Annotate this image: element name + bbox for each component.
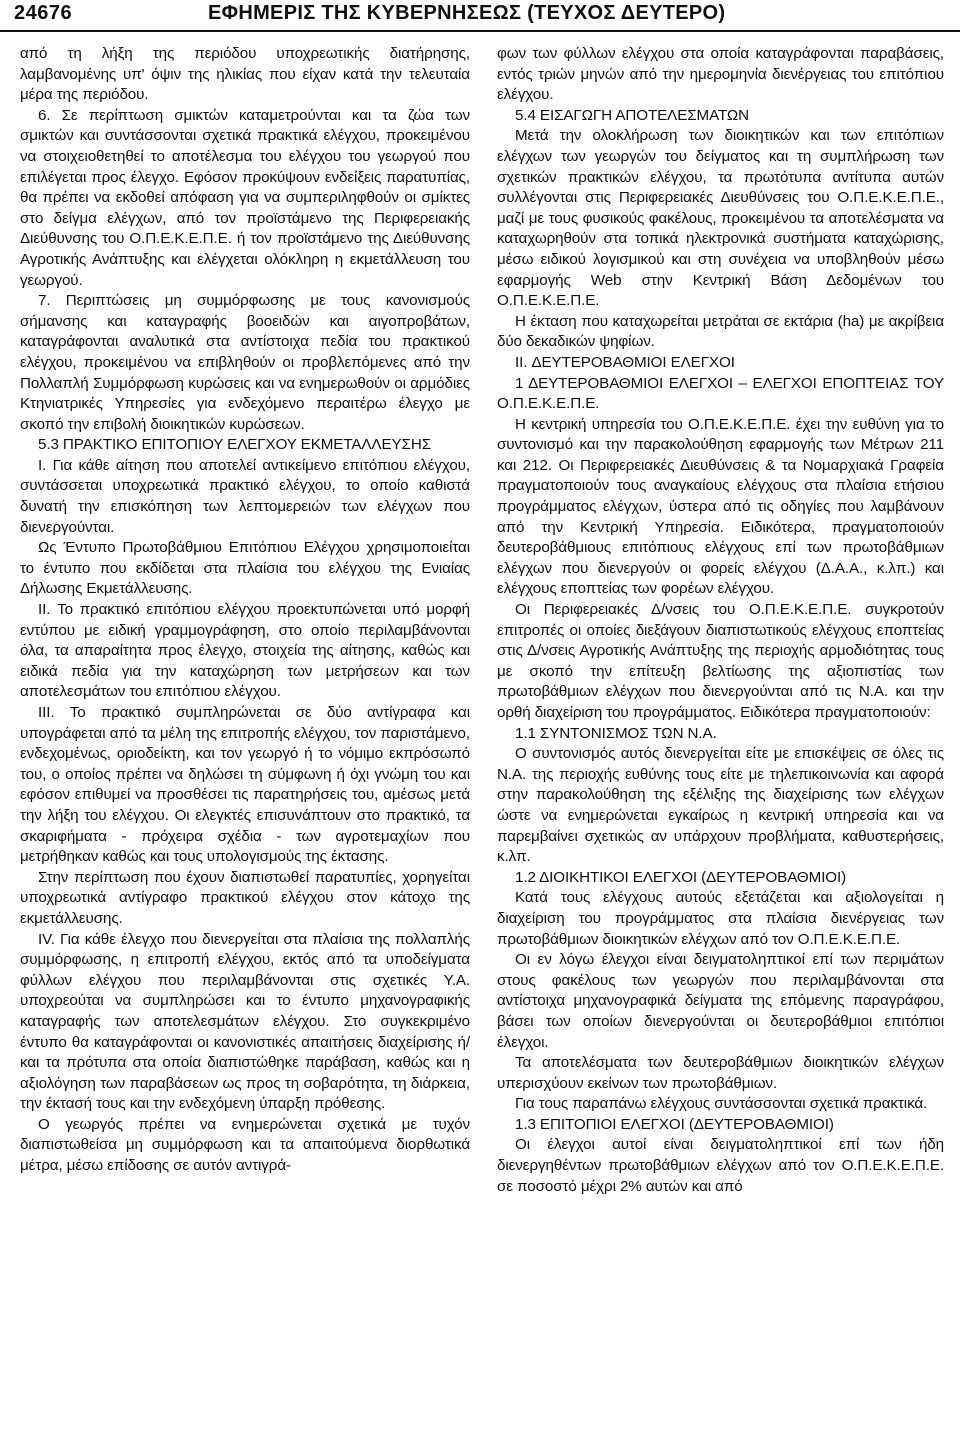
paragraph: Μετά την ολοκλήρωση των διοικητικών και των επιτόπιων ελέγχων των γεωργών του δείγματος και τη συμπλήρωση των σχετικών πρακτικών ελέγχου, τα πρωτότυπα αντίτυπα αυτών συλλέγονται στις Περιφερειακές Διευθύνσεις του Ο.Π.Ε.Κ.Ε.Π.Ε., μαζί με τους φυσικούς φακέλους, προκειμένου τα αποτελέσματα να καταχωρηθούν στα τοπικά ηλεκτρονικά συστήματα καταχώρισης, μέσω ειδικού λογισμικού και στη συνέχεια να υποβληθούν μέσω εφαρμογής Web στην Κεντρική Βάση Δεδομένων του Ο.Π.Ε.Κ.Ε.Π.Ε.	[497, 127, 944, 310]
paragraph: 5.4 ΕΙΣΑΓΩΓΗ ΑΠΟΤΕΛΕΣΜΑΤΩΝ	[515, 106, 749, 124]
paragraph: 1.3 ΕΠΙΤΟΠΙΟΙ ΕΛΕΓΧΟΙ (ΔΕΥΤΕΡΟΒΑΘΜΙΟΙ)	[515, 1115, 834, 1133]
paragraph: 7. Περιπτώσεις μη συμμόρφωσης με τους κανονισμούς σήμανσης και καταγραφής βοοειδών και αιγοπροβάτων, καταγράφονται αναλυτικά στα αντίστοιχα πεδία του πρακτικού ελέγχου, προκειμένου να επιβληθούν οι προβλεπόμενες από την Πολλαπλή Συμμόρφωση κυρώσεις και να ενημερωθούν οι αρμόδιες Κτηνιατρικές Υπηρεσίες για ενδεχόμενο περαιτέρω έλεγχο με σκοπό την επιβολή διοικητικών κυρώσεων.	[20, 292, 470, 433]
paragraph: 6. Σε περίπτωση σμικτών καταμετρούνται και τα ζώα των σμικτών και συντάσσονται σχετικά πρακτικά ελέγχου, προκειμένου να στοιχειοθετηθεί το αποτέλεσμα του ελέγχου του γεωργού που επιλέγεται προς έλεγχο. Εφόσον προκύψουν ενδείξεις παρατυπίας, θα πρέπει να εκδοθεί απόφαση για να συμπεριληφθούν οι σμίκτες στο δείγμα ελέγχων, από τον προϊστάμενο της Περιφερειακής Διεύθυνσης του Ο.Π.Ε.Κ.Ε.Π.Ε. ή τον προϊστάμενο της Διεύθυνσης Αγροτικής Ανάπτυξης και ελέγχεται ολόκληρη η εκμετάλλευση του γεωργού.	[20, 106, 470, 289]
journal-title: ΕΦΗΜΕΡΙΣ ΤΗΣ ΚΥΒΕΡΝΗΣΕΩΣ (ΤΕΥΧΟΣ ΔΕΥΤΕΡΟ)	[208, 2, 726, 24]
paragraph: Οι έλεγχοι αυτοί είναι δειγματοληπτικοί επί των ήδη διενεργηθέντων πρωτοβάθμιων ελέγχων από τον Ο.Π.Ε.Κ.Ε.Π.Ε. σε ποσοστό μέχρι 2% αυτών και από	[497, 1136, 944, 1195]
paragraph: Τα αποτελέσματα των δευτεροβάθμιων διοικητικών ελέγχων υπερισχύουν εκείνων των πρωτοβάθμιων.	[497, 1054, 944, 1092]
paragraph: από τη λήξη της περιόδου υποχρεωτικής διατήρησης, λαμβανομένης υπ' όψιν της ηλικίας που είχαν κατά την τελευταία μέρα της περιόδου.	[20, 45, 470, 104]
paragraph: 5.3 ΠΡΑΚΤΙΚΟ ΕΠΙΤΟΠΙΟΥ ΕΛΕΓΧΟΥ ΕΚΜΕΤΑΛΛΕΥΣΗΣ	[38, 436, 431, 454]
paragraph: Για τους παραπάνω ελέγχους συντάσσονται σχετικά πρακτικά.	[515, 1095, 928, 1113]
paragraph: I. Για κάθε αίτηση που αποτελεί αντικείμενο επιτόπιου ελέγχου, συντάσσεται υποχρεωτικά πρακτικό ελέγχου, το οποίο καθιστά δυνατή την επισκόπηση των λεπτομερειών των ελέγχων που διενεργούνται.	[20, 456, 470, 536]
paragraph: 1.1 ΣΥΝΤΟΝΙΣΜΟΣ ΤΩΝ Ν.Α.	[515, 724, 717, 742]
paragraph: 1.2 ΔΙΟΙΚΗΤΙΚΟΙ ΕΛΕΓΧΟΙ (ΔΕΥΤΕΡΟΒΑΘΜΙΟΙ)	[515, 868, 847, 886]
paragraph: II. ΔΕΥΤΕΡΟΒΑΘΜΙΟΙ ΕΛΕΓΧΟΙ	[515, 353, 735, 371]
paragraph: II. Το πρακτικό επιτόπιου ελέγχου προεκτυπώνεται υπό μορφή εντύπου με ειδική γραμμογράφηση, στο οποίο περιλαμβάνονται όλα, τα απαραίτητα προς έλεγχο, στοιχεία της αίτησης, καθώς και ειδικά πεδία για την καταχώρηση των μετρήσεων και των αποτελεσμάτων του επιτόπιου ελέγχου.	[20, 601, 470, 701]
page-header	[0, 0, 960, 32]
paragraph: Η κεντρική υπηρεσία του Ο.Π.Ε.Κ.Ε.Π.Ε. έχει την ευθύνη για το συντονισμό και την παρακολούθηση εφαρμογής των Μέτρων 211 και 212. Οι Περιφερειακές Διευθύνσεις & τα Νομαρχιακά Γραφεία πραγματοποιούν τους αναγκαίους ελέγχους στα πλαίσια ετήσιου προγράμματος ελέγχων, ύστερα από τις οδηγίες που λαμβάνουν από την Κεντρική Υπηρεσία. Ειδικότερα, πραγματοποιούν δευτεροβάθμιους επιτόπιους ελέγχους επί των πρωτοβάθμιων ελέγχων που διενεργούν οι φορείς ελέγχου (Δ.Α.Α., κ.λπ.) και ελέγχους εποπτείας των φορέων ελέγχου.	[497, 415, 944, 598]
paragraph: Στην περίπτωση που έχουν διαπιστωθεί παρατυπίες, χορηγείται υποχρεωτικά αντίγραφο πρακτικού ελέγχου στον κάτοχο της εκμετάλλευσης.	[20, 868, 470, 927]
paragraph: Κατά τους ελέγχους αυτούς εξετάζεται και αξιολογείται η διαχείριση του προγράμματος στα πλαίσια διενέργειας των πρωτοβάθμιων διοικητικών ελέγχων από τον Ο.Π.Ε.Κ.Ε.Π.Ε.	[497, 889, 944, 948]
paragraph: 1 ΔΕΥΤΕΡΟΒΑΘΜΙΟΙ ΕΛΕΓΧΟΙ – ΕΛΕΓΧΟΙ ΕΠΟΠΤΕΙΑΣ ΤΟΥ Ο.Π.Ε.Κ.Ε.Π.Ε.	[497, 374, 944, 413]
right-text-column	[497, 44, 944, 1197]
paragraph: III. Το πρακτικό συμπληρώνεται σε δύο αντίγραφα και υπογράφεται από τα μέλη της επιτροπής ελέγχου, τον παριστάμενο, ενδεχομένως, οριοδείκτη, και τον γεωργό ή το νόμιμο εκπρόσωπό του, ο οποίος πρέπει να δηλώσει τη σύμφωνη ή όχι γνώμη του και εφόσον επιθυμεί να προσθέσει τις παρατηρήσεις του, αμέσως μετά την λήξη του ελέγχου. Οι ελεγκτές επισυνάπτουν στο πρακτικό, τα σκαριφήματα - πρόχειρα σχέδια - των αγροτεμαχίων που μετρήθηκαν καθώς και τους υπολογισμούς της έκτασης.	[20, 704, 470, 866]
paragraph: Ως Έντυπο Πρωτοβάθμιου Επιτόπιου Ελέγχου χρησιμοποιείται το έντυπο που εκδίδεται στα πλαίσια του ελέγχου της Ενιαίας Δήλωσης Εκμετάλλευσης.	[20, 539, 470, 598]
paragraph: Ο γεωργός πρέπει να ενημερώνεται σχετικά με τυχόν διαπιστωθείσα μη συμμόρφωση και τα απαιτούμενα διορθωτικά μέτρα, μέσω επίδοσης σε αυτόν αντιγρά-	[20, 1115, 470, 1175]
page-number: 24676	[14, 2, 73, 24]
paragraph: Η έκταση που καταχωρείται μετράται σε εκτάρια (ha) με ακρίβεια δύο δεκαδικών ψηφίων.	[497, 312, 944, 351]
paragraph: Οι εν λόγω έλεγχοι είναι δειγματοληπτικοί επί των περιμάτων στους φακέλους των γεωργών που περιλαμβάνονται στα αντίστοιχα μηχανογραφικά δείγματα της επόμενης παραγράφου, βάσει των οποίων διενεργούνται οι δευτεροβάθμιοι επιτόπιοι έλεγχοι.	[497, 951, 944, 1051]
paragraph: Ο συντονισμός αυτός διενεργείται είτε με επισκέψεις σε όλες τις Ν.Α. της περιοχής ευθύνης τους είτε με τηλεπικοινωνία και αφορά στην παρακολούθηση της εξέλιξης της διαχείρισης των ελέγχων ώστε να ενημερώνεται εγκαίρως η κεντρική υπηρεσία και να παρεμβαίνει σχετικώς αν υπάρχουν προβλήματα, καθυστερήσεις, κ.λπ.	[497, 745, 944, 866]
paragraph: IV. Για κάθε έλεγχο που διενεργείται στα πλαίσια της πολλαπλής συμμόρφωσης, η επιτροπή ελέγχου, εκτός από τα υποδείγματα φύλλων ελέγχου που περιλαμβάνονται στις σχετικές Υ.Α. υποχρεούται να συμπληρώσει και το έντυπο μηχανογραφικής καταγραφής των αποτελεσμάτων ελέγχου. Στο συγκεκριμένο έντυπο θα καταγράφονται οι κανονιστικές απαιτήσεις διαχείρισης ή/και τα πρότυπα στα οποία διαπιστώθηκε παράβαση, καθώς και η αξιολόγηση των παραβάσεων ως προς τη σοβαρότητα, τη διάρκεια, την έκτασή τους και την ενδεχόμενη ύπαρξη πρόθεσης.	[20, 930, 470, 1113]
left-text-column	[20, 44, 470, 1177]
paragraph: Οι Περιφερειακές Δ/νσεις του Ο.Π.Ε.Κ.Ε.Π.Ε. συγκροτούν επιτροπές οι οποίες διεξάγουν διαπιστωτικούς ελέγχους εποπτείας στις Δ/νσεις Αγροτικής Ανάπτυξης της περιοχής αρμοδιότητας τους με σκοπό την επίτευξη βελτίωσης της αξιοπιστίας των πρωτοβάθμιων ελέγχων που διενεργούνται από τις Ν.Α. και την ορθή διαχείριση του προγράμματος. Ειδικότερα πραγματοποιούν:	[497, 601, 944, 721]
paragraph: φων των φύλλων ελέγχου στα οποία καταγράφονται παραβάσεις, εντός τριών μηνών από την ημερομηνία διενέργειας του επιτόπιου ελέγχου.	[497, 45, 944, 104]
